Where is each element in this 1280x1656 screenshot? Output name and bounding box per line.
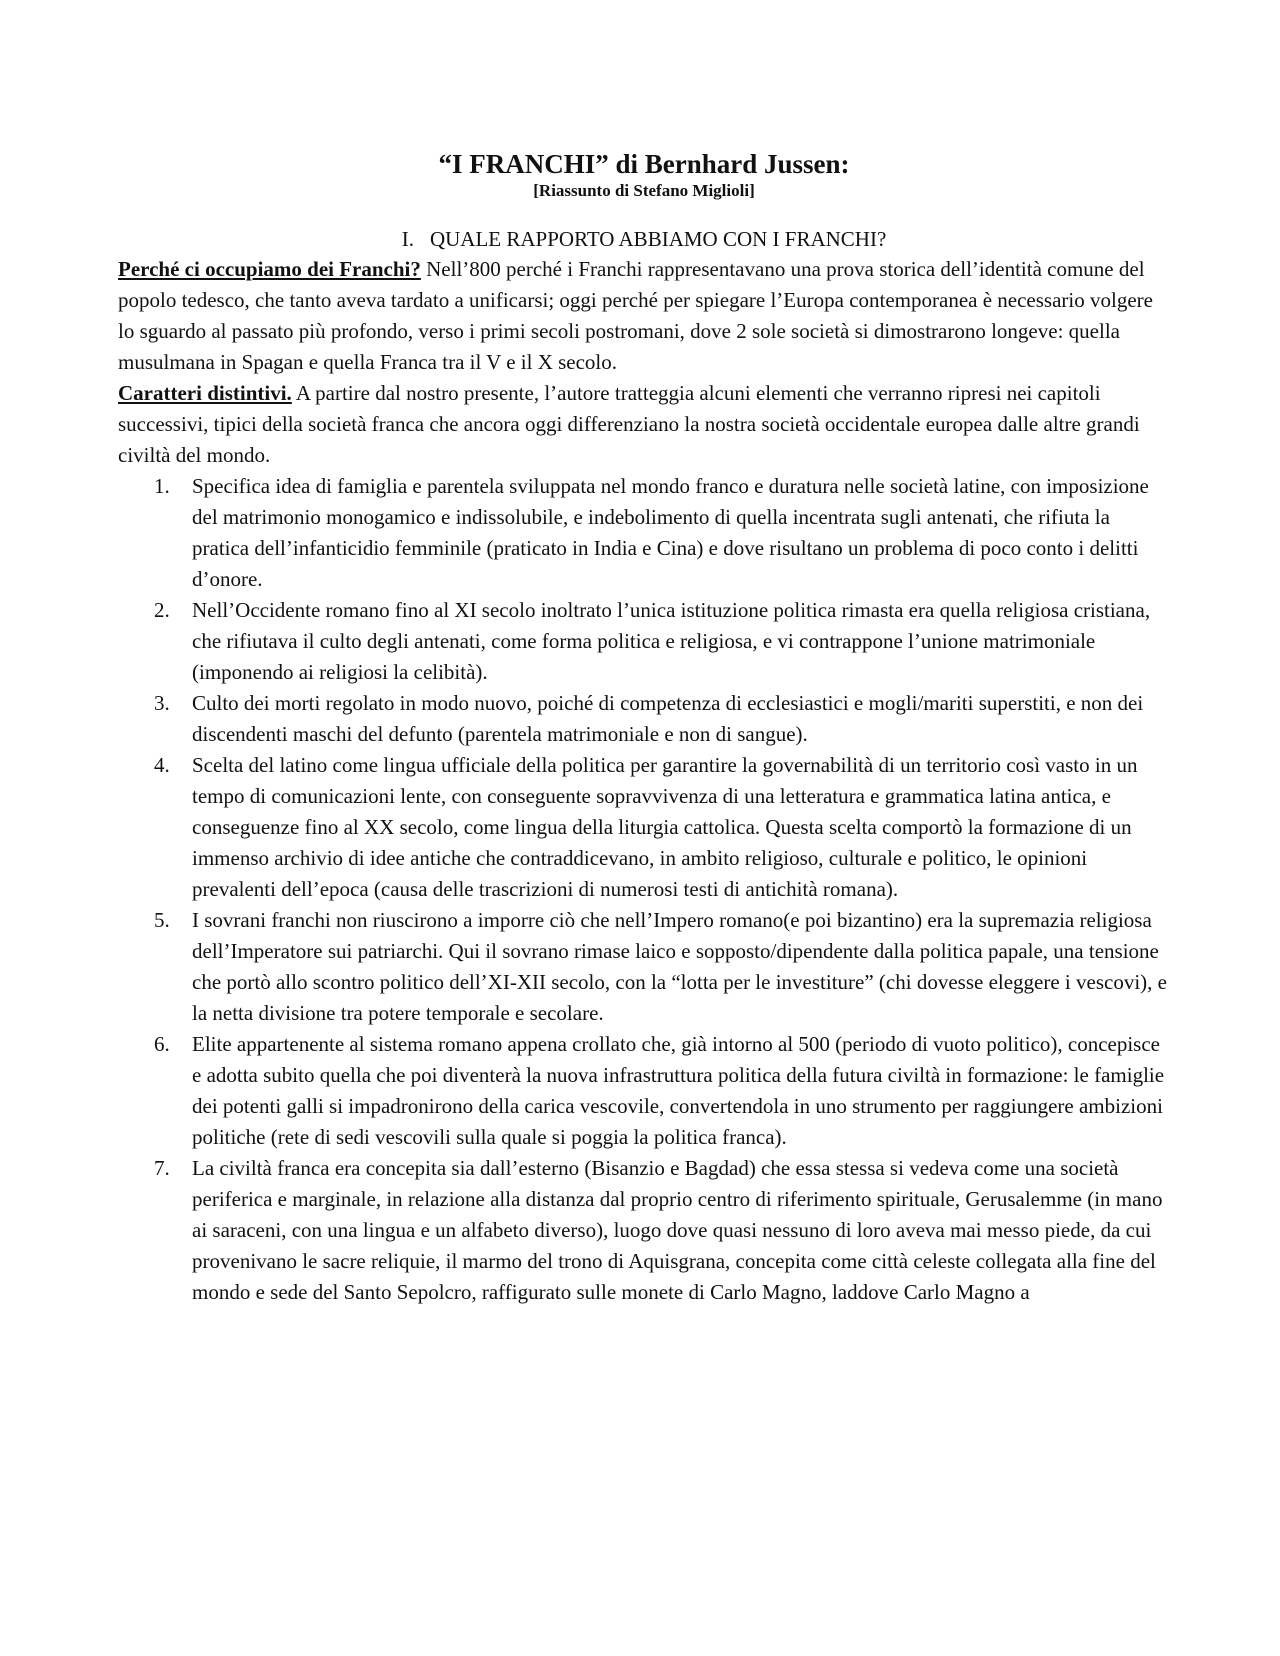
list-item bbox=[118, 750, 1170, 905]
list-item bbox=[118, 471, 1170, 595]
paragraph-lead: Perché ci occupiamo dei Franchi? bbox=[118, 257, 421, 281]
document-title: “I FRANCHI” di Bernhard Jussen: bbox=[438, 149, 850, 179]
section-heading bbox=[118, 224, 1170, 254]
list-item-number: 4. bbox=[154, 753, 170, 777]
paragraph-text: A partire dal nostro presente, l’autore tratteggia alcuni elementi che verranno ripresi nei capitoli successivi, tipici della società franca che ancora oggi differenziano la nostra società occidentale europea dalle altre grandi civiltà del mondo. bbox=[118, 381, 1140, 467]
section-title: QUALE RAPPORTO ABBIAMO CON I FRANCHI? bbox=[429, 227, 887, 251]
list-item-text: I sovrani franchi non riuscirono a imporre ciò che nell’Impero romano(e poi bizantino) era la supremazia religiosa dell’Imperatore sui patriarchi. Qui il sovrano rimase laico e sopposto/dipendente dalla politica papale, una tensione che portò allo scontro politico dell’XI-XII secolo, con la “lotta per le investiture” (chi dovesse eleggere i vescovi), e la netta divisione tra potere temporale e secolare. bbox=[192, 908, 1167, 1025]
list-item-number: 7. bbox=[154, 1156, 170, 1180]
paragraph-caratteri bbox=[118, 378, 1170, 471]
section-number: I. bbox=[401, 227, 414, 251]
paragraph-text: Nell’800 perché i Franchi rappresentavano una prova storica dell’identità comune del popolo tedesco, che tanto aveva tardato a unificarsi; oggi perché per spiegare l’Europa contemporanea è necessario volgere lo sguardo al passato più profondo, verso i primi secoli postromani, dove 2 sole società si dimostrarono longeve: quella musulmana in Spagan e quella Franca tra il V e il X secolo. bbox=[118, 257, 1153, 374]
list-item-text: Specifica idea di famiglia e parentela sviluppata nel mondo franco e duratura nelle società latine, con imposizione del matrimonio monogamico e indissolubile, e indebolimento di quella incentrata sugli antenati, che rifiuta la pratica dell’infanticidio femminile (praticato in India e Cina) e dove risultano un problema di poco conto i delitti d’onore. bbox=[192, 474, 1149, 591]
document-page bbox=[118, 148, 1170, 1308]
list-item-text: La civiltà franca era concepita sia dall’esterno (Bisanzio e Bagdad) che essa stessa si vedeva come una società periferica e marginale, in relazione alla distanza dal proprio centro di riferimento spirituale, Gerusalemme (in mano ai saraceni, con una lingua e un alfabeto diverso), luogo dove quasi nessuno di loro aveva mai messo piede, da cui provenivano le sacre reliquie, il marmo del trono di Aquisgrana, concepita come città celeste collegata alla fine del mondo e sede del Santo Sepolcro, raffigurato sulle monete di Carlo Magno, laddove Carlo Magno a bbox=[192, 1156, 1163, 1304]
list-item-text: Scelta del latino come lingua ufficiale della politica per garantire la governabilità di un territorio così vasto in un tempo di comunicazioni lente, con conseguente sopravvivenza di una letteratura e grammatica latina antica, e conseguenze fino al XX secolo, come lingua della liturgia cattolica. Questa scelta comportò la formazione di un immenso archivio di idee antiche che contraddicevano, in ambito religioso, culturale e politico, le opinioni prevalenti dell’epoca (causa delle trascrizioni di numerosi testi di antichità romana). bbox=[192, 753, 1138, 901]
numbered-list bbox=[118, 471, 1170, 1308]
list-item bbox=[118, 1029, 1170, 1153]
list-item-text: Nell’Occidente romano fino al XI secolo inoltrato l’unica istituzione politica rimasta era quella religiosa cristiana, che rifiutava il culto degli antenati, come forma politica e religiosa, e vi contrappone l’unione matrimoniale (imponendo ai religiosi la celibità). bbox=[192, 598, 1151, 684]
document-subtitle: [Riassunto di Stefano Miglioli] bbox=[533, 181, 755, 200]
list-item-number: 5. bbox=[154, 908, 170, 932]
list-item-text: Elite appartenente al sistema romano appena crollato che, già intorno al 500 (periodo di vuoto politico), concepisce e adotta subito quella che poi diventerà la nuova infrastruttura politica della futura civiltà in formazione: le famiglie dei potenti galli si impadronirono della carica vescovile, convertendola in uno strumento per raggiungere ambizioni politiche (rete di sedi vescovili sulla quale si poggia la politica franca). bbox=[192, 1032, 1165, 1149]
list-item-number: 2. bbox=[154, 598, 170, 622]
list-item bbox=[118, 688, 1170, 750]
list-item bbox=[118, 1153, 1170, 1308]
list-item-number: 1. bbox=[154, 474, 170, 498]
list-item-number: 3. bbox=[154, 691, 170, 715]
paragraph-lead: Caratteri distintivi. bbox=[118, 381, 292, 405]
paragraph-perche bbox=[118, 254, 1170, 378]
list-item bbox=[118, 905, 1170, 1029]
list-item-number: 6. bbox=[154, 1032, 170, 1056]
list-item-text: Culto dei morti regolato in modo nuovo, poiché di competenza di ecclesiastici e mogli/mariti superstiti, e non dei discendenti maschi del defunto (parentela matrimoniale e non di sangue). bbox=[192, 691, 1144, 746]
list-item bbox=[118, 595, 1170, 688]
